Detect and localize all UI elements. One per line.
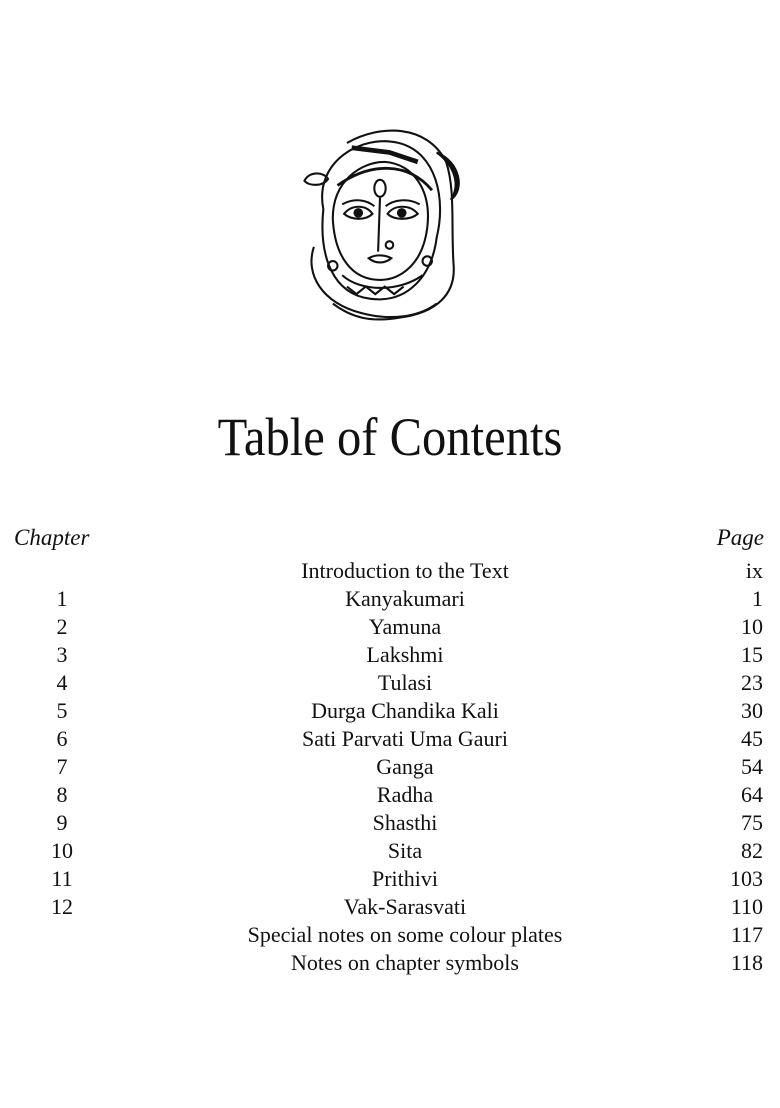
page-number: 75 [741, 810, 763, 835]
page-number: 110 [730, 894, 763, 919]
chapter-title: Kanyakumari [345, 586, 465, 611]
toc-entry [0, 949, 780, 977]
chapter-number: 8 [56, 782, 68, 807]
chapter-number: 1 [56, 586, 68, 611]
page-column-header: Page [716, 525, 764, 550]
chapter-number: 11 [51, 866, 73, 891]
toc-entry [0, 893, 780, 921]
chapter-number: 3 [56, 642, 68, 667]
chapter-number: 4 [56, 670, 68, 695]
page-number: 117 [730, 922, 763, 947]
chapter-title: Durga Chandika Kali [311, 698, 499, 723]
toc-entry [0, 921, 780, 949]
toc-entry [0, 669, 780, 697]
chapter-number: 9 [56, 810, 68, 835]
page-number: 82 [741, 838, 763, 863]
goddess-face-illustration [295, 122, 465, 334]
chapter-title: Radha [376, 782, 434, 807]
page-number: 23 [741, 670, 763, 695]
chapter-column-header: Chapter [14, 525, 90, 550]
chapter-title: Introduction to the Text [301, 558, 509, 583]
chapter-title: Sati Parvati Uma Gauri [302, 726, 508, 751]
toc-entry [0, 725, 780, 753]
chapter-title: Ganga [376, 754, 434, 779]
chapter-title: Lakshmi [366, 642, 444, 667]
chapter-number: 5 [56, 698, 68, 723]
chapter-number: 6 [56, 726, 68, 751]
page-number: 118 [730, 950, 763, 975]
chapter-title: Notes on chapter symbols [291, 950, 519, 975]
chapter-title: Shasthi [372, 810, 438, 835]
toc-entry [0, 585, 780, 613]
toc-entry [0, 557, 780, 585]
page-title: Table of Contents [217, 407, 563, 467]
toc-entry [0, 753, 780, 781]
toc-entry [0, 697, 780, 725]
toc-entry [0, 865, 780, 893]
chapter-number: 7 [56, 754, 68, 779]
chapter-number: 12 [51, 894, 73, 919]
toc-entry [0, 781, 780, 809]
chapter-number: 2 [56, 614, 68, 639]
chapter-title: Yamuna [368, 614, 442, 639]
page-number: ix [745, 558, 763, 583]
toc-list [0, 557, 780, 977]
page-number: 45 [741, 726, 763, 751]
chapter-title: Vak-Sarasvati [343, 894, 467, 919]
toc-entry [0, 837, 780, 865]
page-number: 103 [730, 866, 763, 891]
toc-entry [0, 613, 780, 641]
chapter-title: Prithivi [371, 866, 438, 891]
page-number: 10 [741, 614, 763, 639]
page-number: 54 [741, 754, 763, 779]
toc-entry [0, 809, 780, 837]
page-number: 1 [752, 586, 763, 611]
page-number: 15 [741, 642, 763, 667]
chapter-number: 10 [51, 838, 73, 863]
page-number: 30 [741, 698, 763, 723]
chapter-title: Sita [387, 838, 423, 863]
chapter-title: Tulasi [377, 670, 433, 695]
toc-entry [0, 641, 780, 669]
page-number: 64 [741, 782, 763, 807]
chapter-title: Special notes on some colour plates [247, 922, 563, 947]
